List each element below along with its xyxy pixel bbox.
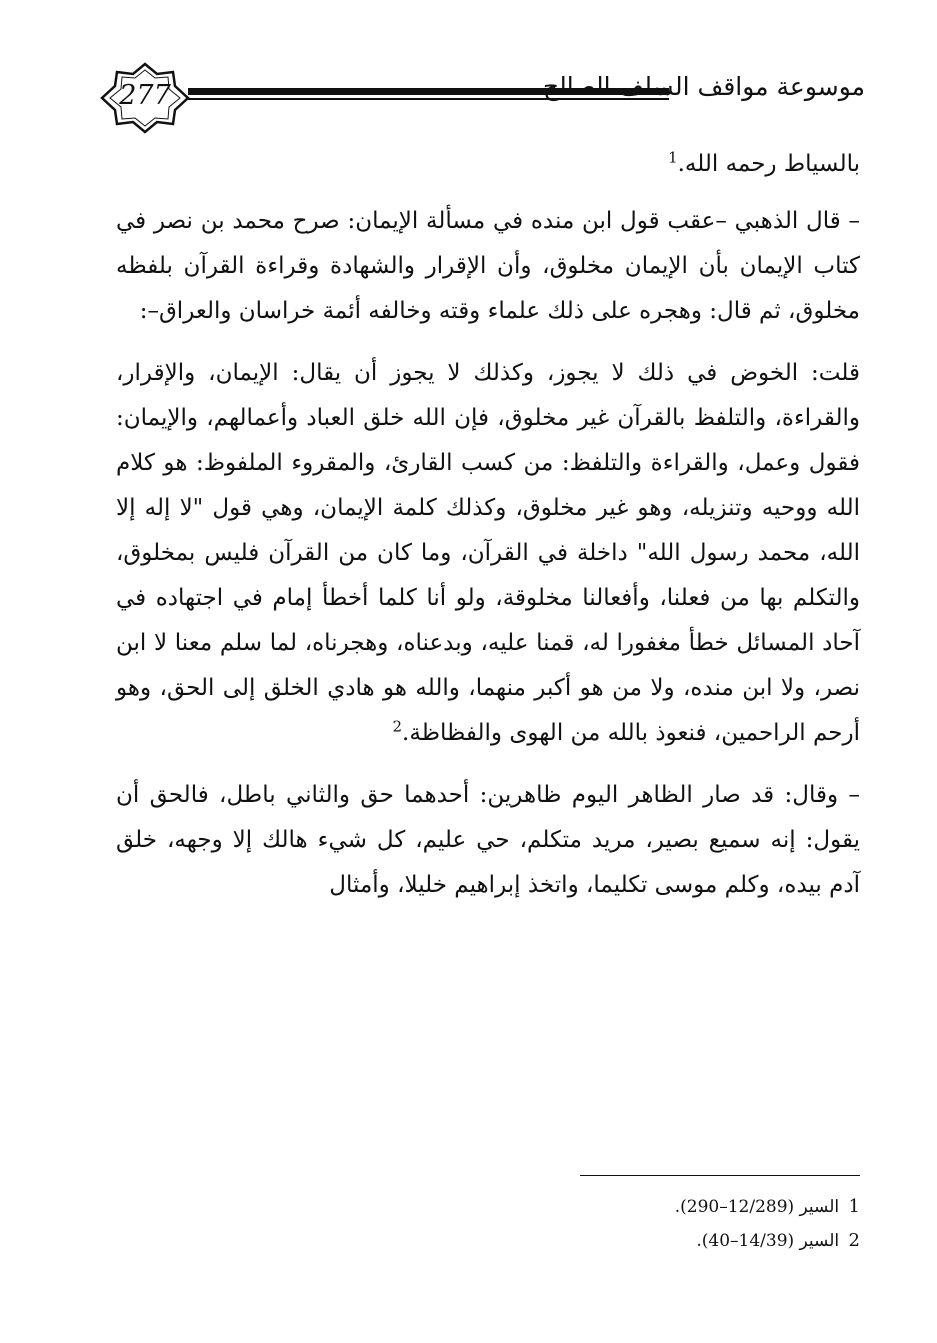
footnotes bbox=[360, 1190, 860, 1258]
footnote-text: السير (12/289–290). bbox=[674, 1197, 840, 1217]
footnote bbox=[360, 1190, 860, 1224]
page-number-badge bbox=[100, 62, 190, 134]
book-title: موسوعة مواقف السلف الصالح bbox=[542, 72, 865, 101]
page-header bbox=[100, 62, 865, 134]
footnote bbox=[360, 1224, 860, 1258]
page-number: 277 bbox=[119, 80, 171, 111]
paragraph bbox=[116, 142, 860, 187]
main-text bbox=[116, 142, 860, 925]
footnote-separator bbox=[580, 1175, 860, 1176]
footnote-number: 2 bbox=[848, 1230, 860, 1251]
footnote-text: السير (14/39–40). bbox=[696, 1231, 840, 1251]
footnote-ref: 1 bbox=[668, 148, 678, 167]
paragraph: – وقال: قد صار الظاهر اليوم ظاهرين: أحدهما حق والثاني باطل، فالحق أن يقول: إنه سميع بصير، مريد متكلم، حي عليم، كل شيء هالك إلا وجهه، خلق آدم بيده، وكلم موسى تكليما، واتخذ إبراهيم خليلا، وأمثال bbox=[116, 782, 860, 898]
paragraph: – قال الذهبي –عقب قول ابن منده في مسألة الإيمان: صرح محمد بن نصر في كتاب الإيمان بأن الإيمان مخلوق، وأن الإقرار والشهادة وقراءة القرآن بلفظه مخلوق، ثم قال: وهجره على ذلك علماء وقته وخالفه أئمة خراسان والعراق–: bbox=[116, 208, 860, 324]
footnote-number: 1 bbox=[848, 1196, 860, 1217]
footnote-ref: 2 bbox=[392, 717, 403, 736]
paragraph bbox=[116, 351, 860, 756]
paragraph-text: بالسياط رحمه الله. bbox=[677, 151, 860, 177]
paragraph-text: قلت: الخوض في ذلك لا يجوز، وكذلك لا يجوز أن يقال: الإيمان، والإقرار، والقراءة، والتلفظ بالقرآن غير مخلوق، فإن الله خلق العباد وأعمالهم، والإيمان: فقول وعمل، والقراءة والتلفظ: من كسب القارئ، والمقروء الملفوظ: هو كلام الله ووحيه وتنزيله، وهو غير مخلوق، وكذلك كلمة الإيمان، وهي قول "لا إله إلا الله، محمد رسول الله" داخلة في القرآن، وما كان من القرآن فليس بمخلوق، والتكلم بها من فعلنا، وأفعالنا مخلوقة، ولو أنا كلما أخطأ إمام في اجتهاده في آحاد المسائل خطأ مغفورا له، قمنا عليه، وبدعناه، وهجرناه، لما سلم معنا لا ابن نصر، ولا ابن منده، ولا من هو أكبر منهما، والله هو هادي الخلق إلى الحق، وهو أرحم الراحمين، فنعوذ بالله من الهوى والفظاظة. bbox=[116, 360, 860, 746]
